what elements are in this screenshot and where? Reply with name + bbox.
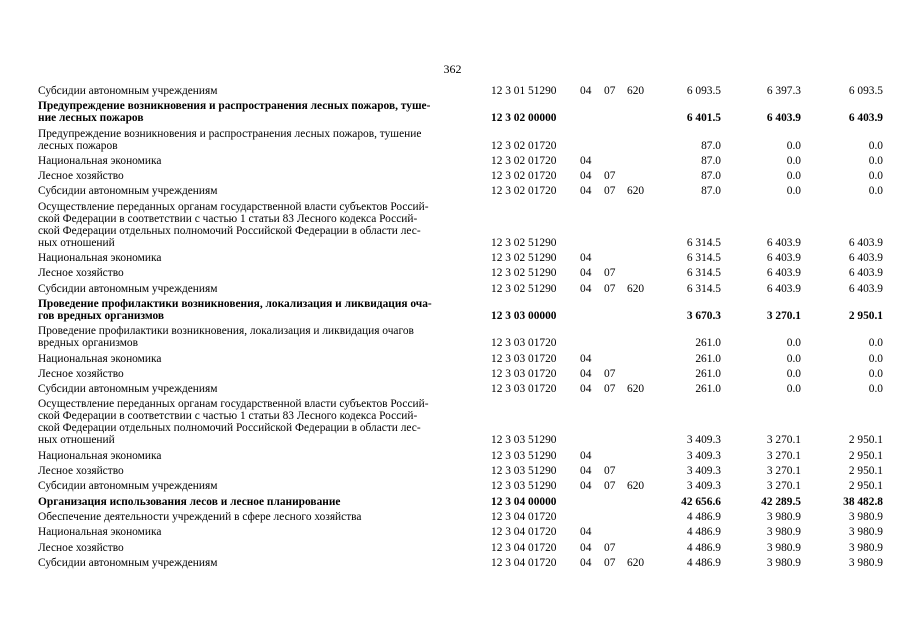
amount-year3-cell: 6 093.5 bbox=[848, 85, 883, 97]
expense-type-cell: 620 bbox=[627, 85, 645, 97]
section-cell: 04 bbox=[580, 85, 592, 97]
amount-year2-cell: 6 403.9 bbox=[766, 282, 801, 295]
section-cell: 04 bbox=[580, 267, 592, 280]
amount-year2-cell: 6 403.9 bbox=[766, 236, 801, 249]
amount-year2-cell: 42 289.5 bbox=[761, 495, 801, 508]
amount-year1-cell: 4 486.9 bbox=[686, 556, 721, 569]
expense-type-cell: 620 bbox=[627, 556, 645, 569]
amount-year1-cell: 261.0 bbox=[695, 352, 721, 365]
amount-year2-cell: 0.0 bbox=[786, 185, 801, 198]
amount-year3-cell: 2 950.1 bbox=[848, 309, 883, 322]
subsection-cell: 07 bbox=[604, 85, 616, 97]
target-code-cell: 12 3 04 01720 bbox=[491, 556, 557, 569]
amount-year3-cell: 0.0 bbox=[868, 154, 883, 167]
row-name-line: Лесное хозяйство bbox=[38, 367, 124, 380]
section-cell: 04 bbox=[580, 252, 592, 265]
amount-year1-cell: 87.0 bbox=[701, 185, 721, 198]
amount-year1-cell: 6 314.5 bbox=[686, 267, 721, 280]
amount-year3-cell: 2 950.1 bbox=[848, 465, 883, 478]
section-cell: 04 bbox=[580, 465, 592, 478]
amount-year1-cell: 4 486.9 bbox=[686, 541, 721, 554]
amount-year3-cell: 6 403.9 bbox=[848, 282, 883, 295]
table-row bbox=[0, 511, 905, 523]
subsection-cell: 07 bbox=[604, 556, 616, 569]
amount-year2-cell: 6 403.9 bbox=[766, 252, 801, 265]
table-row bbox=[0, 450, 905, 462]
subsection-cell: 07 bbox=[604, 185, 616, 198]
subsection-cell: 07 bbox=[604, 367, 616, 380]
table-row bbox=[0, 252, 905, 264]
row-name-line: Лесное хозяйство bbox=[38, 541, 124, 554]
row-name-line: Предупреждение возникновения и распространения лесных пожаров, туше- bbox=[38, 100, 431, 113]
amount-year1-cell: 4 486.9 bbox=[686, 510, 721, 523]
amount-year2-cell: 3 270.1 bbox=[766, 480, 801, 493]
amount-year1-cell: 87.0 bbox=[701, 170, 721, 183]
amount-year3-cell: 0.0 bbox=[868, 352, 883, 365]
section-cell: 04 bbox=[580, 352, 592, 365]
amount-year2-cell: 0.0 bbox=[786, 352, 801, 365]
section-cell: 04 bbox=[580, 556, 592, 569]
row-name-line: ской Федерации в соответствии с частью 1 статьи 83 Лесного кодекса Россий- bbox=[38, 212, 418, 225]
row-name-line: Предупреждение возникновения и распространения лесных пожаров, тушение bbox=[38, 127, 422, 140]
row-name-line: Субсидии автономным учреждениям bbox=[38, 185, 218, 198]
amount-year2-cell: 6 397.3 bbox=[766, 85, 801, 97]
amount-year3-cell: 2 950.1 bbox=[848, 480, 883, 493]
row-name-line: Национальная экономика bbox=[38, 526, 162, 539]
amount-year3-cell: 0.0 bbox=[868, 383, 883, 396]
amount-year2-cell: 3 980.9 bbox=[766, 526, 801, 539]
amount-year2-cell: 6 403.9 bbox=[766, 267, 801, 280]
amount-year1-cell: 3 409.3 bbox=[686, 434, 721, 447]
amount-year2-cell: 0.0 bbox=[786, 139, 801, 152]
table-row bbox=[0, 128, 905, 152]
row-name-line: Осуществление переданных органам государственной власти субъектов Россий- bbox=[38, 398, 429, 411]
amount-year3-cell: 6 403.9 bbox=[848, 267, 883, 280]
amount-year2-cell: 0.0 bbox=[786, 367, 801, 380]
row-name-line: лесных пожаров bbox=[38, 139, 118, 152]
target-code-cell: 12 3 02 51290 bbox=[491, 282, 557, 295]
expense-type-cell: 620 bbox=[627, 480, 645, 493]
target-code-cell: 12 3 02 51290 bbox=[491, 236, 557, 249]
target-code-cell: 12 3 04 01720 bbox=[491, 510, 557, 523]
table-row bbox=[0, 325, 905, 349]
amount-year2-cell: 3 270.1 bbox=[766, 309, 801, 322]
row-name-line: вредных организмов bbox=[38, 337, 138, 350]
row-name-line: Субсидии автономным учреждениям bbox=[38, 85, 218, 97]
target-code-cell: 12 3 03 01720 bbox=[491, 367, 557, 380]
amount-year2-cell: 3 270.1 bbox=[766, 465, 801, 478]
row-name-line: Обеспечение деятельности учреждений в сфере лесного хозяйства bbox=[38, 510, 362, 523]
amount-year1-cell: 6 314.5 bbox=[686, 282, 721, 295]
amount-year1-cell: 3 409.3 bbox=[686, 449, 721, 462]
amount-year1-cell: 42 656.6 bbox=[681, 495, 721, 508]
amount-year2-cell: 3 270.1 bbox=[766, 449, 801, 462]
table-row bbox=[0, 283, 905, 295]
row-name-line: Проведение профилактики возникновения, локализация и ликвидация оча- bbox=[38, 297, 432, 310]
row-name-line: Национальная экономика bbox=[38, 252, 162, 265]
table-row bbox=[0, 368, 905, 380]
row-name-line: Организация использования лесов и лесное планирование bbox=[38, 495, 341, 508]
target-code-cell: 12 3 03 01720 bbox=[491, 352, 557, 365]
section-cell: 04 bbox=[580, 383, 592, 396]
target-code-cell: 12 3 02 01720 bbox=[491, 139, 557, 152]
table-row bbox=[0, 100, 905, 124]
amount-year3-cell: 3 980.9 bbox=[848, 526, 883, 539]
amount-year2-cell: 3 270.1 bbox=[766, 434, 801, 447]
row-name-line: Субсидии автономным учреждениям bbox=[38, 383, 218, 396]
table-row bbox=[0, 557, 905, 569]
target-code-cell: 12 3 02 51290 bbox=[491, 267, 557, 280]
row-name-line: ние лесных пожаров bbox=[38, 112, 144, 125]
row-name-line: Лесное хозяйство bbox=[38, 465, 124, 478]
table-row bbox=[0, 85, 905, 97]
amount-year1-cell: 87.0 bbox=[701, 139, 721, 152]
amount-year1-cell: 261.0 bbox=[695, 383, 721, 396]
row-name-line: ской Федерации отдельных полномочий Российской Федерации в области лес- bbox=[38, 224, 421, 237]
row-name-line: Национальная экономика bbox=[38, 449, 162, 462]
amount-year2-cell: 3 980.9 bbox=[766, 541, 801, 554]
section-cell: 04 bbox=[580, 170, 592, 183]
target-code-cell: 12 3 01 51290 bbox=[491, 85, 557, 97]
amount-year3-cell: 38 482.8 bbox=[843, 495, 883, 508]
amount-year1-cell: 6 401.5 bbox=[686, 112, 721, 125]
section-cell: 04 bbox=[580, 449, 592, 462]
expense-type-cell: 620 bbox=[627, 185, 645, 198]
section-cell: 04 bbox=[580, 480, 592, 493]
amount-year2-cell: 6 403.9 bbox=[766, 112, 801, 125]
subsection-cell: 07 bbox=[604, 383, 616, 396]
amount-year1-cell: 6 314.5 bbox=[686, 252, 721, 265]
amount-year3-cell: 0.0 bbox=[868, 337, 883, 350]
amount-year1-cell: 4 486.9 bbox=[686, 526, 721, 539]
target-code-cell: 12 3 03 51290 bbox=[491, 480, 557, 493]
target-code-cell: 12 3 03 00000 bbox=[491, 309, 557, 322]
table-row bbox=[0, 398, 905, 446]
amount-year1-cell: 261.0 bbox=[695, 337, 721, 350]
table-row bbox=[0, 480, 905, 492]
target-code-cell: 12 3 02 00000 bbox=[491, 112, 557, 125]
table-row bbox=[0, 185, 905, 197]
table-row bbox=[0, 353, 905, 365]
row-name-line: Лесное хозяйство bbox=[38, 267, 124, 280]
row-name-line: гов вредных организмов bbox=[38, 309, 165, 322]
target-code-cell: 12 3 04 01720 bbox=[491, 526, 557, 539]
amount-year2-cell: 3 980.9 bbox=[766, 556, 801, 569]
budget-table bbox=[0, 85, 905, 572]
amount-year3-cell: 2 950.1 bbox=[848, 434, 883, 447]
target-code-cell: 12 3 04 00000 bbox=[491, 495, 557, 508]
table-row bbox=[0, 201, 905, 249]
subsection-cell: 07 bbox=[604, 267, 616, 280]
target-code-cell: 12 3 02 01720 bbox=[491, 185, 557, 198]
subsection-cell: 07 bbox=[604, 480, 616, 493]
amount-year1-cell: 87.0 bbox=[701, 154, 721, 167]
row-name-line: Субсидии автономным учреждениям bbox=[38, 480, 218, 493]
section-cell: 04 bbox=[580, 367, 592, 380]
row-name-line: Лесное хозяйство bbox=[38, 170, 124, 183]
table-row bbox=[0, 383, 905, 395]
target-code-cell: 12 3 03 01720 bbox=[491, 337, 557, 350]
amount-year1-cell: 3 670.3 bbox=[686, 309, 721, 322]
section-cell: 04 bbox=[580, 282, 592, 295]
section-cell: 04 bbox=[580, 526, 592, 539]
subsection-cell: 07 bbox=[604, 170, 616, 183]
amount-year3-cell: 6 403.9 bbox=[848, 252, 883, 265]
expense-type-cell: 620 bbox=[627, 282, 645, 295]
amount-year1-cell: 3 409.3 bbox=[686, 465, 721, 478]
table-row bbox=[0, 298, 905, 322]
target-code-cell: 12 3 04 01720 bbox=[491, 541, 557, 554]
amount-year2-cell: 0.0 bbox=[786, 154, 801, 167]
table-row bbox=[0, 526, 905, 538]
table-row bbox=[0, 155, 905, 167]
amount-year3-cell: 0.0 bbox=[868, 367, 883, 380]
amount-year2-cell: 0.0 bbox=[786, 170, 801, 183]
section-cell: 04 bbox=[580, 154, 592, 167]
target-code-cell: 12 3 02 51290 bbox=[491, 252, 557, 265]
subsection-cell: 07 bbox=[604, 465, 616, 478]
target-code-cell: 12 3 03 51290 bbox=[491, 465, 557, 478]
target-code-cell: 12 3 03 51290 bbox=[491, 449, 557, 462]
section-cell: 04 bbox=[580, 185, 592, 198]
amount-year3-cell: 0.0 bbox=[868, 170, 883, 183]
amount-year2-cell: 0.0 bbox=[786, 337, 801, 350]
row-name-line: Осуществление переданных органам государственной власти субъектов Россий- bbox=[38, 200, 429, 213]
row-name-line: Проведение профилактики возникновения, локализация и ликвидация очагов bbox=[38, 325, 414, 338]
amount-year3-cell: 0.0 bbox=[868, 139, 883, 152]
page-number: 362 bbox=[443, 62, 462, 76]
target-code-cell: 12 3 03 51290 bbox=[491, 434, 557, 447]
amount-year3-cell: 6 403.9 bbox=[848, 112, 883, 125]
row-name-line: Национальная экономика bbox=[38, 352, 162, 365]
amount-year1-cell: 3 409.3 bbox=[686, 480, 721, 493]
amount-year3-cell: 6 403.9 bbox=[848, 236, 883, 249]
target-code-cell: 12 3 02 01720 bbox=[491, 170, 557, 183]
table-row bbox=[0, 542, 905, 554]
row-name-line: Субсидии автономным учреждениям bbox=[38, 556, 218, 569]
table-row bbox=[0, 465, 905, 477]
amount-year3-cell: 3 980.9 bbox=[848, 510, 883, 523]
amount-year3-cell: 3 980.9 bbox=[848, 541, 883, 554]
row-name-line: ской Федерации в соответствии с частью 1 статьи 83 Лесного кодекса Россий- bbox=[38, 410, 418, 423]
amount-year1-cell: 6 093.5 bbox=[686, 85, 721, 97]
amount-year1-cell: 6 314.5 bbox=[686, 236, 721, 249]
row-name-line: Субсидии автономным учреждениям bbox=[38, 282, 218, 295]
amount-year3-cell: 3 980.9 bbox=[848, 556, 883, 569]
table-row bbox=[0, 170, 905, 182]
amount-year3-cell: 0.0 bbox=[868, 185, 883, 198]
amount-year3-cell: 2 950.1 bbox=[848, 449, 883, 462]
subsection-cell: 07 bbox=[604, 282, 616, 295]
amount-year2-cell: 3 980.9 bbox=[766, 510, 801, 523]
amount-year1-cell: 261.0 bbox=[695, 367, 721, 380]
amount-year2-cell: 0.0 bbox=[786, 383, 801, 396]
subsection-cell: 07 bbox=[604, 541, 616, 554]
row-name-line: ных отношений bbox=[38, 236, 115, 249]
target-code-cell: 12 3 02 01720 bbox=[491, 154, 557, 167]
table-row bbox=[0, 496, 905, 508]
row-name-line: ской Федерации отдельных полномочий Российской Федерации в области лес- bbox=[38, 422, 421, 435]
section-cell: 04 bbox=[580, 541, 592, 554]
expense-type-cell: 620 bbox=[627, 383, 645, 396]
row-name-line: ных отношений bbox=[38, 434, 115, 447]
row-name-line: Национальная экономика bbox=[38, 154, 162, 167]
target-code-cell: 12 3 03 01720 bbox=[491, 383, 557, 396]
table-row bbox=[0, 267, 905, 279]
